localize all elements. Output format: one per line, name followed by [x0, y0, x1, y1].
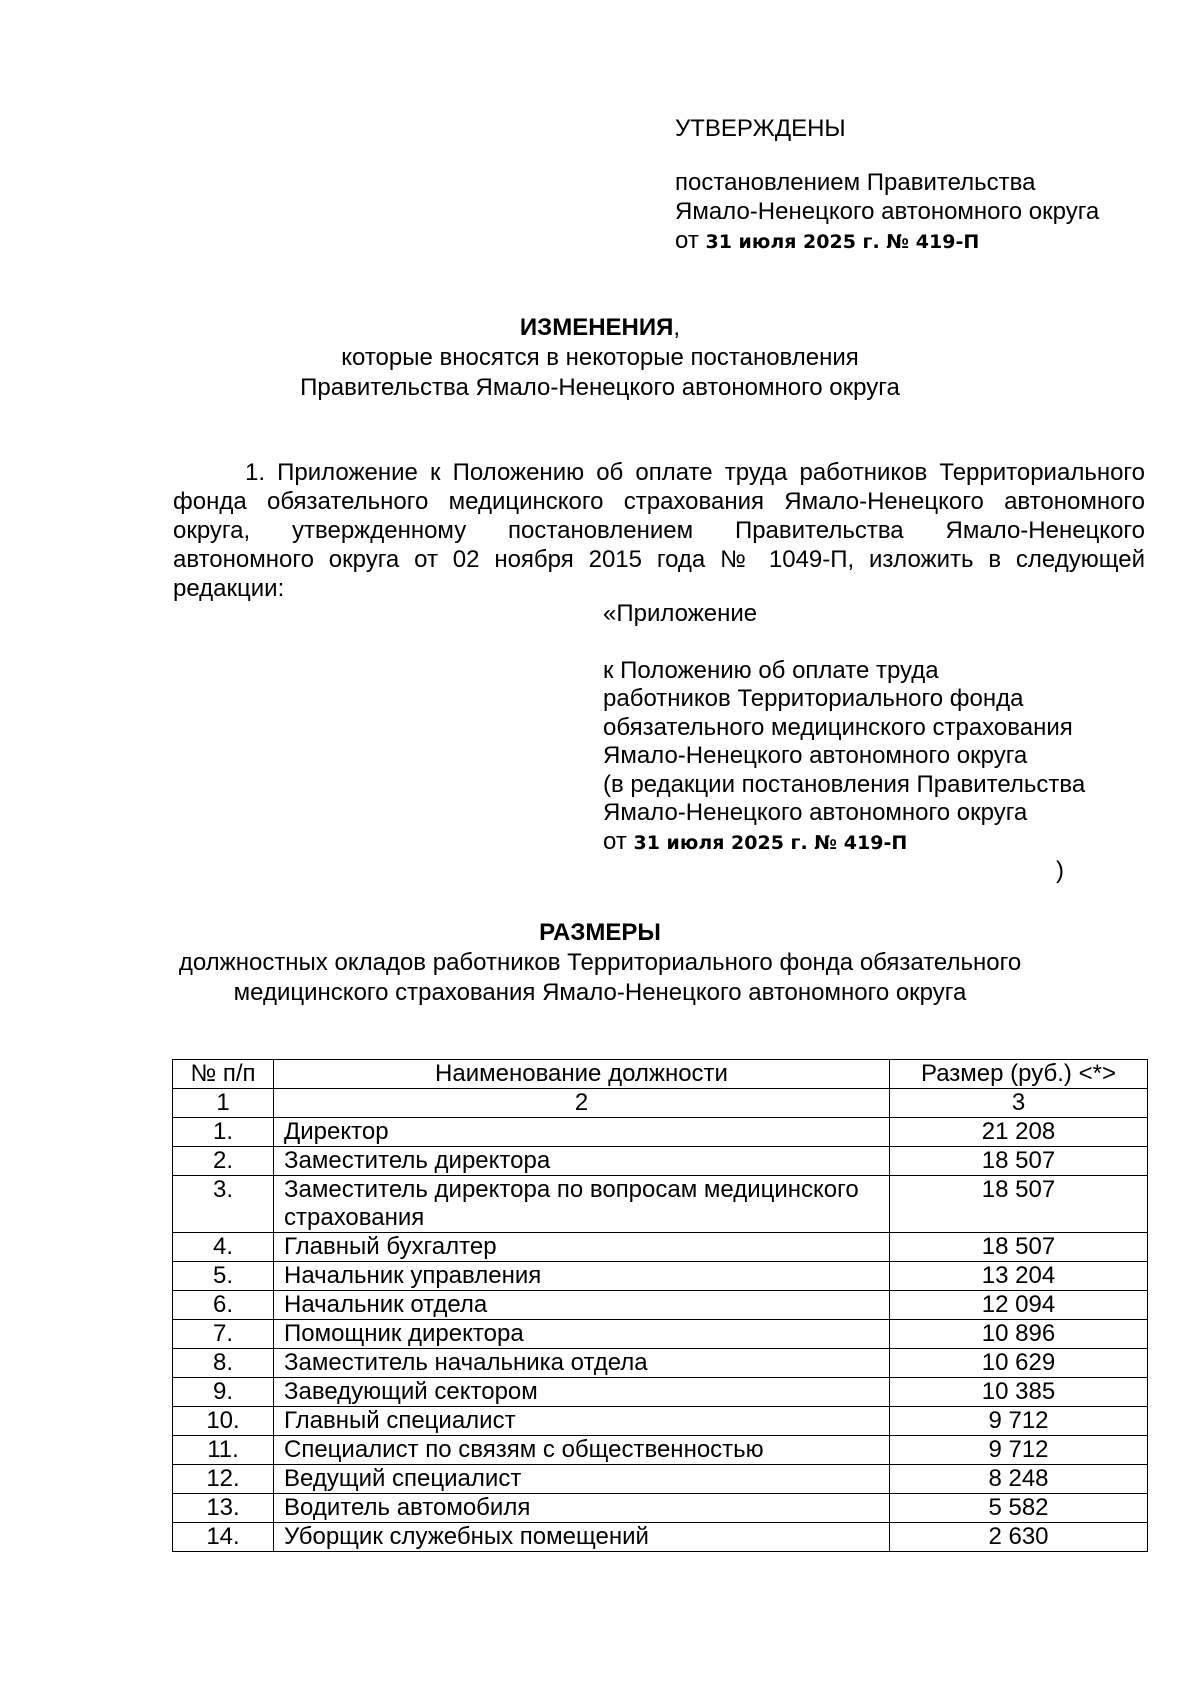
table-row — [173, 1494, 1148, 1523]
row-position-name: Главный бухгалтер — [274, 1233, 890, 1262]
row-number: 5. — [173, 1262, 274, 1291]
index-col-1: 1 — [173, 1089, 274, 1118]
approval-from-prefix: от — [675, 227, 699, 254]
changes-subtitle-1: которые вносятся в некоторые постановления — [341, 344, 859, 371]
table-row — [173, 1436, 1148, 1465]
sizes-title: РАЗМЕРЫ — [539, 919, 661, 946]
appendix-closing-paren: ) — [1056, 857, 1064, 884]
table-row — [173, 1320, 1148, 1349]
row-salary-size: 8 248 — [890, 1465, 1148, 1494]
appendix-line-3: обязательного медицинского страхования — [603, 713, 1073, 741]
header-number: № п/п — [173, 1060, 274, 1089]
table-row — [173, 1378, 1148, 1407]
approval-line-2: Ямало-Ненецкого автономного округа — [675, 198, 1100, 225]
row-position-name: Заместитель директора — [274, 1147, 890, 1176]
row-number: 3. — [173, 1176, 274, 1233]
row-position-name: Заместитель начальника отдела — [274, 1349, 890, 1378]
table-row — [173, 1349, 1148, 1378]
row-salary-size: 2 630 — [890, 1523, 1148, 1552]
changes-heading — [0, 313, 1200, 403]
appendix-line-1: к Положению об оплате труда — [603, 656, 939, 684]
row-salary-size: 10 896 — [890, 1320, 1148, 1349]
row-position-name: Уборщик служебных помещений — [274, 1523, 890, 1552]
table-row — [173, 1407, 1148, 1436]
salary-table — [172, 1059, 1148, 1552]
appendix-line-4: Ямало-Ненецкого автономного округа — [603, 742, 1028, 769]
row-salary-size: 18 507 — [890, 1147, 1148, 1176]
row-salary-size: 13 204 — [890, 1262, 1148, 1291]
sizes-heading — [0, 918, 1200, 1008]
row-position-name: Помощник директора — [274, 1320, 890, 1349]
appendix-line-2: работников Территориального фонда — [603, 685, 1024, 712]
row-number: 14. — [173, 1523, 274, 1552]
approval-block — [675, 114, 1099, 257]
appendix-date-number: 31 июля 2025 г. № 419-П — [633, 831, 908, 854]
row-number: 7. — [173, 1320, 274, 1349]
table-row — [173, 1233, 1148, 1262]
row-position-name: Специалист по связям с общественностью — [274, 1436, 890, 1465]
row-position-name: Водитель автомобиля — [274, 1494, 890, 1523]
index-col-2: 2 — [274, 1089, 890, 1118]
header-size: Размер (руб.) <*> — [890, 1060, 1148, 1089]
appendix-date-line — [603, 828, 1085, 858]
approval-date-line — [675, 226, 1099, 257]
row-salary-size: 10 629 — [890, 1349, 1148, 1378]
changes-title: ИЗМЕНЕНИЯ — [519, 314, 674, 341]
row-number: 6. — [173, 1291, 274, 1320]
changes-title-suffix: , — [673, 314, 681, 341]
row-number: 1. — [173, 1118, 274, 1147]
row-salary-size: 12 094 — [890, 1291, 1148, 1320]
paragraph-1 — [173, 458, 1145, 603]
appendix-line-5: (в редакции постановления Правительства — [603, 770, 1086, 798]
row-position-name: Заместитель директора по вопросам медицинского страхования — [274, 1176, 890, 1233]
row-position-name: Директор — [274, 1118, 890, 1147]
table-body — [173, 1118, 1148, 1552]
row-position-name: Начальник управления — [274, 1262, 890, 1291]
row-salary-size: 18 507 — [890, 1233, 1148, 1262]
table-header-row — [173, 1060, 1148, 1089]
row-number: 2. — [173, 1147, 274, 1176]
paragraph-number: 1. — [245, 459, 266, 486]
table-row — [173, 1523, 1148, 1552]
row-salary-size: 5 582 — [890, 1494, 1148, 1523]
table-row — [173, 1176, 1148, 1233]
index-col-3: 3 — [890, 1089, 1148, 1118]
row-salary-size: 18 507 — [890, 1176, 1148, 1233]
row-number: 9. — [173, 1378, 274, 1407]
row-salary-size: 21 208 — [890, 1118, 1148, 1147]
appendix-from-prefix: от — [603, 827, 627, 855]
changes-subtitle-2: Правительства Ямало-Ненецкого автономного округа — [300, 374, 900, 401]
row-number: 13. — [173, 1494, 274, 1523]
table-row — [173, 1147, 1148, 1176]
appendix-title: «Приложение — [603, 600, 758, 627]
header-position: Наименование должности — [274, 1060, 890, 1089]
table-index-row — [173, 1089, 1148, 1118]
table-row — [173, 1118, 1148, 1147]
sizes-subtitle-1: должностных окладов работников Территориального фонда обязательного — [178, 949, 1022, 976]
row-number: 11. — [173, 1436, 274, 1465]
appendix-block — [603, 600, 1085, 857]
approval-title: УТВЕРЖДЕНЫ — [675, 115, 846, 142]
row-number: 8. — [173, 1349, 274, 1378]
row-position-name: Начальник отдела — [274, 1291, 890, 1320]
appendix-line-6: Ямало-Ненецкого автономного округа — [603, 799, 1028, 826]
row-salary-size: 9 712 — [890, 1436, 1148, 1465]
paragraph-text: Приложение к Положению об оплате труда работников Территориального фонда обязательного медицинского страхования Ямало-Ненецкого автономного округа, утвержденному постановлением Правительства Ямало-Ненецкого автономного округа от 02 ноября 2015 года № 1049-П, изложить в следующей редакции: — [173, 459, 1145, 602]
row-number: 10. — [173, 1407, 274, 1436]
sizes-subtitle-2: медицинского страхования Ямало-Ненецкого автономного округа — [233, 979, 967, 1006]
approval-date-number: 31 июля 2025 г. № 419-П — [705, 231, 980, 253]
table-row — [173, 1291, 1148, 1320]
row-position-name: Главный специалист — [274, 1407, 890, 1436]
changes-title-line — [0, 313, 1200, 343]
row-position-name: Ведущий специалист — [274, 1465, 890, 1494]
row-number: 12. — [173, 1465, 274, 1494]
approval-line-1: постановлением Правительства — [675, 169, 1036, 196]
row-number: 4. — [173, 1233, 274, 1262]
row-salary-size: 9 712 — [890, 1407, 1148, 1436]
table-row — [173, 1465, 1148, 1494]
row-salary-size: 10 385 — [890, 1378, 1148, 1407]
table-row — [173, 1262, 1148, 1291]
row-position-name: Заведующий сектором — [274, 1378, 890, 1407]
